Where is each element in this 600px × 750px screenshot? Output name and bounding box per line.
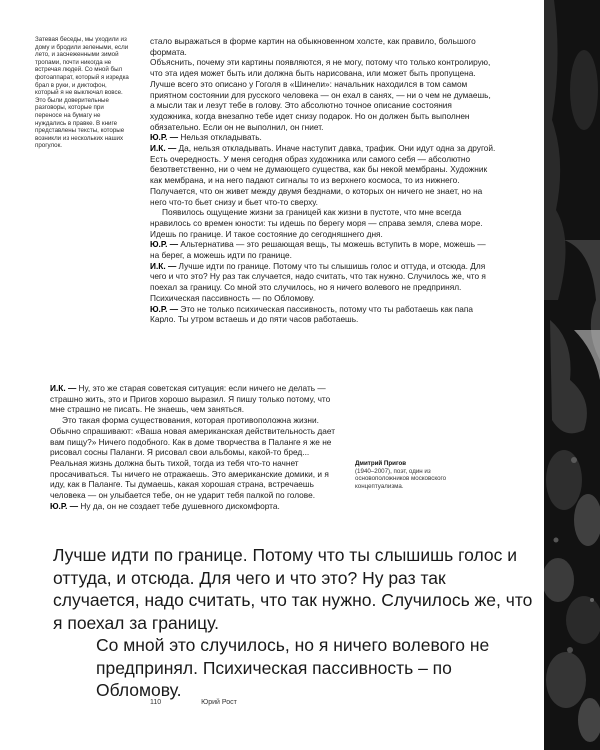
margin-caption	[355, 460, 451, 490]
main-text-column	[150, 36, 496, 325]
pull-quote-line: Со мной это случилось, но я ничего волевого не предпринял. Психическая пассивность – по Обломову.	[96, 635, 490, 700]
main-paragraph: Объяснить, почему эти картины появляются, я не могу, потому что только контролирую, что эта идея может быть или должна быть нарисована, или может быть пропущена. Лучше всего это описано у Гоголя в «Шинели»: начальник находился в том самом приятном состоянии для русского человека — он ехал в санях, — ни о чем не думаешь, а мысли так и лезут тебе в голову. Это абсолютно точное описание состояния художника, когда внезапно тебе идет снизу подарок. Но он должен быть выполнен обязательно. Если он не выполнил, он гниет.	[150, 57, 491, 132]
footer-author: Юрий Рост	[201, 699, 237, 706]
main-paragraph: И.К. — Лучше идти по границе. Потому что ты слышишь голос и оттуда, и отсюда. Для чего и что это? Ну раз так случается, надо считать, что так нужно. Случилось же, что я поехал за границу. Со мной это случилось, но я ничего волевого не предпринял. Психическая пассивность — по Обломову.	[150, 260, 486, 303]
main-paragraph: Ю.Р. — Альтернатива — это решающая вещь, ты можешь вступить в море, можешь — на берег, а можешь идти по границе.	[150, 239, 486, 261]
main-paragraph: Появилось ощущение жизни за границей как жизни в пустоте, что мне всегда нравилось со времен юности: ты идешь по берегу моря — справа земля, слева море. Идешь по границе. И такое состояние до сегодняшнего дня.	[150, 207, 483, 239]
lower-paragraph: И.К. — Ну, это же старая советская ситуация: если ничего не делать — страшно жить, это и Пригов хорошо выразил. Я пишу только потому, что мне страшно не писать. Не знаешь, чем заняться.	[50, 383, 331, 415]
main-paragraph: стало выражаться в форме картин на обыкновенном холсте, как правило, большого формата.	[150, 36, 476, 57]
lower-text-column	[50, 383, 346, 511]
caption-name: Дмитрий Пригов	[355, 460, 407, 467]
main-paragraph: Ю.Р. — Нельзя откладывать.	[150, 132, 262, 143]
side-note: Затевая беседы, мы уходили из дому и бродили зелеными, если лето, и заснеженными зимой тропами, почти никогда не встречая людей. Со мной был фотоаппарат, который я изредка брал в руки, и диктофон, который я не выключал вовсе. Это были доверительные разговоры, которые при переносе на бумагу не нуждались в правке. В книге представлены тексты, которые возникли из нескольких наших прогулок.	[35, 36, 129, 150]
pull-quote	[53, 544, 533, 702]
lower-paragraph: Это такая форма существования, которая противоположна жизни. Обычно спрашивают: «Ваша новая американская действительность дает вам пищу?» Ничего подобного. Как в доме творчества в Паланге я же не рисовал сосны Паланги. Я рисовал свои альбомы, какой-то бред... Реальная жизнь должна быть тихой, тогда из тебя что-то начнет просачиваться. Ты ничего не отражаешь. Это американские домики, и я иду, как в Паланге. Ты думаешь, какая хорошая страна, встречаешь человека — он улыбается тебе, он не ударит тебя палкой по голове.	[50, 415, 336, 501]
caption-text: (1940–2007), поэт, один из основоположников московского концептуализма.	[355, 467, 447, 490]
dark-foliage-photo-icon	[544, 0, 600, 750]
main-paragraph: Ю.Р. — Это не только психическая пассивность, потому что ты работаешь как папа Карло. Ты утром встаешь и до пяти часов работаешь.	[150, 303, 474, 325]
pull-quote-line: Лучше идти по границе. Потому что ты слышишь голос и оттуда, и отсюда. Для чего и что это? Ну раз так случается, надо считать, что так нужно. Случилось же, что я поехал за границу.	[53, 545, 533, 633]
page-number: 110	[150, 699, 162, 706]
main-paragraph: И.К. — Да, нельзя откладывать. Иначе наступит давка, трафик. Они идут одна за другой. Есть очередность. У меня сегодня образ художника или самого себя — абсолютно безответственно, ни о чем не думающего существа, как бы некой мембраны. Художник как мембрана, и на него падают сигналы то из верхнего космоса, то из нижнего. Получается, что он живет между двумя безднами, о которых он ничего не знает, но на него что-то бьет снизу и бьет что-то сверху.	[150, 143, 496, 207]
page-footer	[150, 699, 275, 706]
lower-paragraph: Ю.Р. — Ну да, он не создает тебе душевного дискомфорта.	[50, 500, 280, 511]
